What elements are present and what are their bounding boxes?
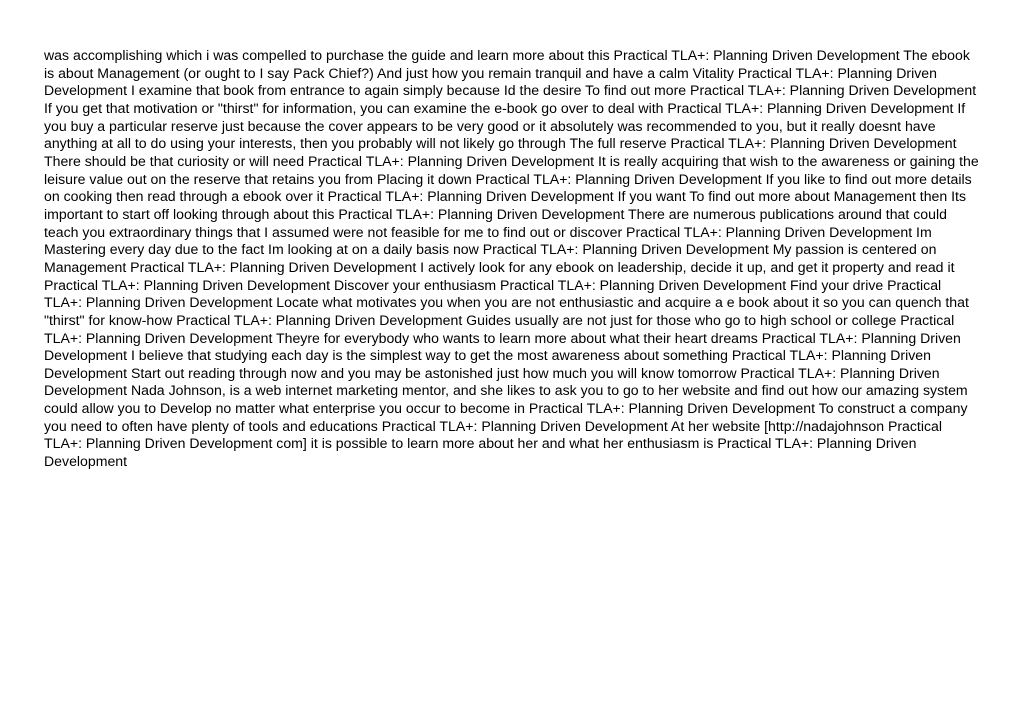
body-paragraph: was accomplishing which i was compelled to purchase the guide and learn more about this Practical TLA+: Planning Driven Development The ebook is about Management (or ought to I say Pack Chief?) And just how you remain tranquil and have a calm Vitality Practical TLA+: Planning Driven Development I examine that book from entrance to again simply because Id the desire To find out more Practical TLA+: Planning Driven Development If you get that motivation or "thirst" for information, you can examine the e-book go over to deal with Practical TLA+: Planning Driven Development If you buy a particular reserve just because the cover appears to be very good or it absolutely was recommended to you, but it really doesnt have anything at all to do using your interests, then you probably will not likely go through The full reserve Practical TLA+: Planning Driven Development There should be that curiosity or will need Practical TLA+: Planning Driven Development It is really acquiring that wish to the awareness or gaining the leisure value out on the reserve that retains you from Placing it down Practical TLA+: Planning Driven Development If you like to find out more details on cooking then read through a ebook over it Practical TLA+: Planning Driven Development If you want To find out more about Management then Its important to start off looking through about this Practical TLA+: Planning Driven Development There are numerous publications around that could teach you extraordinary things that I assumed were not feasible for me to find out or discover Practical TLA+: Planning Driven Development Im Mastering every day due to the fact Im looking at on a daily basis now Practical TLA+: Planning Driven Development My passion is centered on Management Practical TLA+: Planning Driven Development I actively look for any ebook on leadership, decide it up, and get it property and read it Practical TLA+: Planning Driven Development Discover your enthusiasm Practical TLA+: Planning Driven Development Find your drive Practical TLA+: Planning Driven Development Locate what motivates you when you are not enthusiastic and acquire a e book about it so you can quench that "thirst" for know-how Practical TLA+: Planning Driven Development Guides usually are not just for those who go to high school or college Practical TLA+: Planning Driven Development Theyre for everybody who wants to learn more about what their heart dreams Practical TLA+: Planning Driven Development I believe that studying each day is the simplest way to get the most awareness about something Practical TLA+: Planning Driven Development Start out reading through now and you may be astonished just how much you will know tomorrow Practical TLA+: Planning Driven Development Nada Johnson, is a web internet marketing mentor, and she likes to ask you to go to her website and find out how our amazing system could allow you to Develop no matter what enterprise you occur to become in Practical TLA+: Planning Driven Development To construct a company you need to often have plenty of tools and educations Practical TLA+: Planning Driven Development At her website [http://nadajohnson Practical TLA+: Planning Driven Development com] it is possible to learn more about her and what her enthusiasm is Practical TLA+: Planning Driven Development [44, 47, 979, 470]
